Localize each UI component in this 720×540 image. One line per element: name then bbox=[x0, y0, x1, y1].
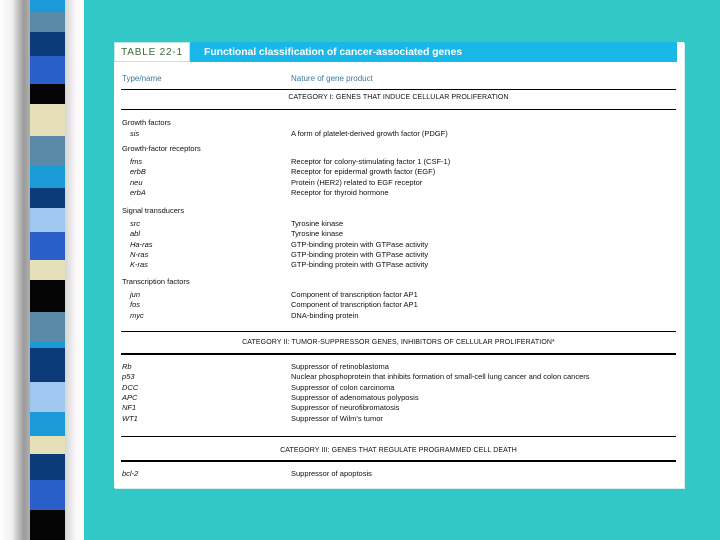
stripe-block bbox=[30, 12, 65, 32]
table-row bbox=[114, 290, 677, 300]
table-row bbox=[114, 219, 677, 229]
stripe-block bbox=[30, 188, 65, 208]
column-header-type: Type/name bbox=[122, 74, 162, 83]
category-1-label: CATEGORY I: GENES THAT INDUCE CELLULAR PROLIFERATION bbox=[288, 94, 509, 101]
table-row bbox=[114, 188, 677, 198]
gene-product: Receptor for thyroid hormone bbox=[291, 187, 389, 197]
table-row bbox=[114, 250, 677, 260]
table-title: Functional classification of cancer-associated genes bbox=[204, 46, 462, 58]
stripe-block bbox=[30, 166, 65, 188]
category-3-label: CATEGORY III: GENES THAT REGULATE PROGRAMMED CELL DEATH bbox=[280, 447, 517, 454]
gene-name: sis bbox=[130, 129, 140, 138]
gene-name: Rb bbox=[122, 362, 132, 371]
color-stripe-column bbox=[30, 0, 65, 540]
gene-product: Receptor for colony-stimulating factor 1 (CSF-1) bbox=[291, 157, 451, 166]
gene-product: GTP-binding protein with GTPase activity bbox=[291, 249, 429, 259]
table-header-bar bbox=[114, 42, 677, 62]
group-heading: Growth-factor receptors bbox=[122, 144, 201, 153]
divider bbox=[121, 436, 676, 437]
gene-name: neu bbox=[130, 177, 143, 187]
table-row bbox=[114, 414, 677, 424]
table-row bbox=[114, 403, 677, 413]
gene-name: K-ras bbox=[130, 260, 148, 270]
gene-product: Suppressor of retinoblastoma bbox=[291, 362, 389, 371]
gene-product: Protein (HER2) related to EGF receptor bbox=[291, 177, 423, 187]
stripe-block bbox=[30, 136, 65, 166]
gene-product: GTP-binding protein with GTPase activity bbox=[291, 239, 429, 249]
gene-name: N-ras bbox=[130, 249, 149, 259]
gene-name: abl bbox=[130, 229, 141, 239]
gene-name: src bbox=[130, 219, 140, 228]
gene-product: GTP-binding protein with GTPase activity bbox=[291, 260, 429, 270]
table-row bbox=[114, 157, 677, 167]
gene-product: Component of transcription factor AP1 bbox=[291, 300, 418, 310]
gene-name: jun bbox=[130, 290, 141, 299]
stripe-block bbox=[30, 280, 65, 312]
divider bbox=[121, 89, 676, 90]
gene-product: Suppressor of adenomatous polyposis bbox=[291, 392, 419, 402]
gene-product: Suppressor of Wilm's tumor bbox=[291, 413, 383, 423]
stripe-block bbox=[30, 480, 65, 510]
gene-product: A form of platelet-derived growth factor (PDGF) bbox=[291, 129, 448, 138]
stripe-block bbox=[30, 84, 65, 104]
table-row bbox=[114, 300, 677, 310]
gene-name: erbA bbox=[130, 187, 146, 197]
gene-product: Suppressor of neurofibromatosis bbox=[291, 403, 400, 413]
stripe-block bbox=[30, 348, 65, 382]
table-row bbox=[114, 311, 677, 321]
gene-name: NF1 bbox=[122, 403, 137, 413]
table-row bbox=[114, 178, 677, 188]
gene-name: bcl-2 bbox=[122, 469, 139, 478]
stripe-block bbox=[30, 436, 65, 454]
gene-name: Ha-ras bbox=[130, 239, 153, 249]
stripe-block bbox=[30, 32, 65, 56]
gene-product: Tyrosine kinase bbox=[291, 229, 344, 239]
divider bbox=[121, 460, 676, 462]
gene-name: APC bbox=[122, 392, 138, 402]
stripe-block bbox=[30, 510, 65, 540]
stripe-block bbox=[30, 454, 65, 480]
table-number: TABLE 22-1 bbox=[114, 42, 190, 62]
gene-name: fms bbox=[130, 157, 143, 166]
stripe-block bbox=[30, 0, 65, 12]
table-row bbox=[114, 129, 677, 139]
divider bbox=[121, 331, 676, 332]
gene-product: Component of transcription factor AP1 bbox=[291, 290, 418, 299]
stripe-block bbox=[30, 260, 65, 280]
table-row bbox=[114, 393, 677, 403]
divider bbox=[121, 353, 676, 355]
table-row bbox=[114, 260, 677, 270]
gene-product: Suppressor of apoptosis bbox=[291, 469, 372, 478]
gene-name: WT1 bbox=[122, 413, 138, 423]
gene-name: myc bbox=[130, 310, 144, 320]
gene-product: Receptor for epidermal growth factor (EGF) bbox=[291, 167, 436, 177]
table-row bbox=[114, 240, 677, 250]
gene-name: fos bbox=[130, 300, 141, 310]
gene-name: erbB bbox=[130, 167, 146, 177]
category-2-label: CATEGORY II: TUMOR-SUPPRESSOR GENES, INHIBITORS OF CELLULAR PROLIFERATION* bbox=[242, 339, 555, 346]
stripe-block bbox=[30, 412, 65, 436]
gene-name: DCC bbox=[122, 382, 139, 392]
group-heading: Growth factors bbox=[122, 118, 171, 127]
table-row bbox=[114, 469, 677, 479]
stripe-block bbox=[30, 56, 65, 84]
gene-product: Nuclear phosphoprotein that inhibits formation of small-cell lung cancer and colon cancers bbox=[291, 372, 590, 382]
stripe-block bbox=[30, 312, 65, 342]
table-row bbox=[114, 229, 677, 239]
gene-product: Suppressor of colon carcinoma bbox=[291, 382, 395, 392]
gene-product: Tyrosine kinase bbox=[291, 219, 344, 228]
table-row bbox=[114, 167, 677, 177]
gene-product: DNA-binding protein bbox=[291, 310, 359, 320]
table-document bbox=[114, 42, 684, 488]
table-row bbox=[114, 372, 677, 382]
divider bbox=[121, 109, 676, 110]
gene-name: p53 bbox=[122, 372, 135, 382]
stripe-block bbox=[30, 232, 65, 260]
table-row bbox=[114, 383, 677, 393]
group-heading: Transcription factors bbox=[122, 277, 190, 286]
table-row bbox=[114, 362, 677, 372]
stripe-block bbox=[30, 104, 65, 136]
column-header-nature: Nature of gene product bbox=[291, 74, 373, 83]
decorative-left-strip bbox=[0, 0, 84, 540]
stripe-block bbox=[30, 382, 65, 412]
stripe-block bbox=[30, 208, 65, 232]
group-heading: Signal transducers bbox=[122, 206, 185, 215]
